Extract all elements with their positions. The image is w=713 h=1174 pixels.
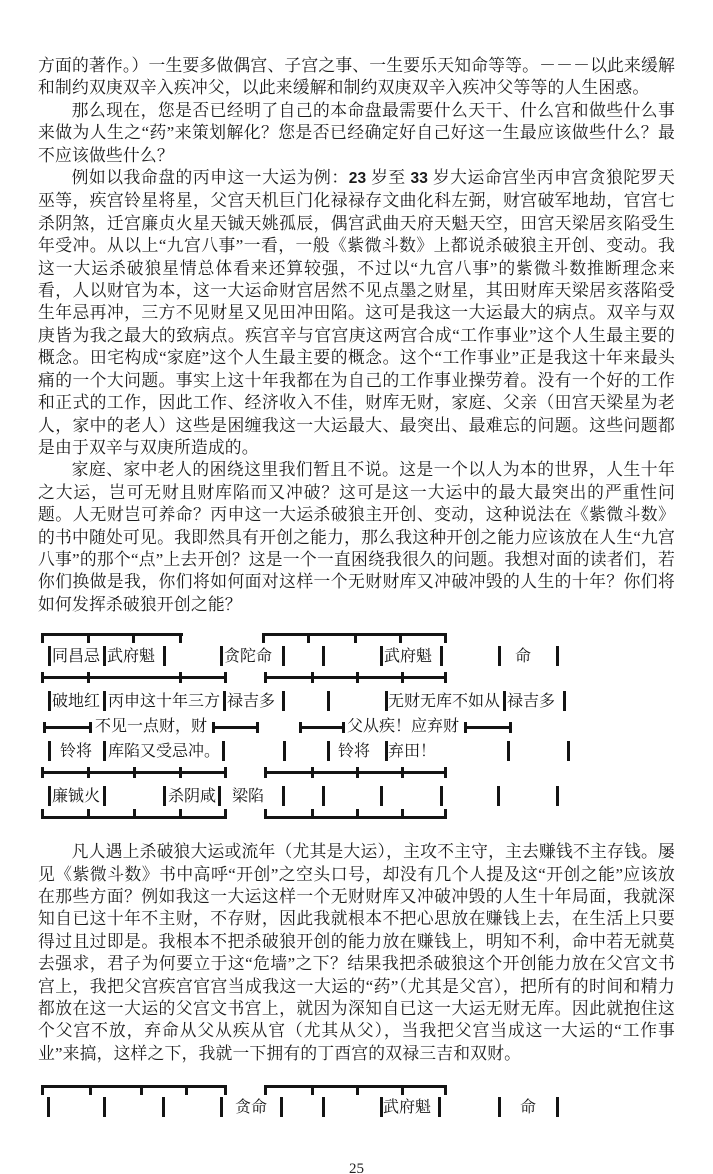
diagram-cell-divider	[322, 1097, 325, 1117]
diagram-tick	[87, 767, 90, 778]
text-run: 例如以我命盘的丙申这一大运为例：	[71, 168, 349, 188]
bold-text-run: 23	[348, 170, 367, 188]
diagram-cell-divider	[440, 646, 443, 666]
diagram-tick	[140, 1085, 143, 1095]
diagram-cell-divider	[47, 1097, 50, 1117]
diagram-cell-divider	[503, 691, 506, 711]
diagram-cell-divider	[327, 741, 330, 761]
diagram-cell-divider	[223, 691, 226, 711]
diagram-label: 命	[515, 648, 532, 666]
diagram-tick	[224, 672, 227, 683]
diagram-tick	[356, 809, 359, 819]
diagram-cell-divider	[498, 646, 501, 666]
text-run: 岁至	[366, 168, 411, 188]
diagram-label: 命	[520, 1099, 537, 1117]
diagram-cell-divider	[556, 1097, 559, 1117]
diagram-cell-divider	[282, 786, 285, 806]
diagram-tick	[224, 767, 227, 778]
diagram-tick	[401, 809, 404, 819]
diagram-cell-divider	[162, 1097, 165, 1117]
diagram-cell-divider	[322, 786, 325, 806]
diagram-line	[265, 771, 445, 774]
text-run: 方面的著作。）一生要多做偶宫、子宫之事、一生要乐天知命等等。－－－以此来缓解和制约双庚双辛入疾冲父，以此来缓解和制约双庚双辛入疾冲父等等的人生困惑。	[38, 56, 675, 98]
diagram-label: 梁陷	[232, 788, 265, 806]
palace-triad-diagram-2	[38, 1081, 675, 1131]
diagram-label: 禄吉多	[227, 693, 276, 711]
diagram-line	[465, 726, 510, 729]
diagram-label: 库陷又受忌冲。	[108, 743, 221, 761]
diagram-line	[213, 726, 257, 729]
text-run: 岁大运命宫坐丙申宫贪狼陀罗天巫等，疾宫铃星将星，父宫天机巨门化禄禄存文曲化科左弼，财宫破军地劫，官宫七杀阴煞，迁宫廉贞火星天铖天姚孤辰，偶宫武曲天府天魁天空，田宫天梁居亥陷受生年受冲。从以上“九宫八事”一看，一般《紫微斗数》上都说杀破狼主开创、变动。我这一大运杀破狼星情总体看来还算较强，不过以“九宫八事”的紫微斗数推断理念来看，人以财官为本，这一大运命财宫居然不见点墨之财星，其田财库天梁居亥落陷受生年忌再冲，三方不见财星又见田冲田陷。这可是我这一大运最大的病点。双辛与双庚皆为我之最大的致病点。疾宫辛与官宫庚这两宫合成“工作事业”这个人生最主要的概念。田宅构成“家庭”这个人生最主要的概念。这个“工作事业”正是我这十年来最头痛的一个大问题。事实上这十年我都在为自己的工作事业操劳着。没有一个好的工作和正式的工作，因此工作、经济收入不佳，财库无财，家庭、父亲（田宫天梁星为老人，家中的老人）这些是困缠我这一大运最大、最突出、最难忘的问题。这些问题都是由于双辛与双庚所造成的。	[38, 168, 675, 457]
diagram-tick	[41, 767, 44, 778]
diagram-cell-divider	[498, 1097, 501, 1117]
diagram-cell-divider	[507, 741, 510, 761]
diagram-cell-divider	[163, 786, 166, 806]
diagram-tick	[179, 633, 182, 643]
diagram-tick	[444, 767, 447, 778]
diagram-tick	[41, 809, 44, 819]
diagram-cell-divider	[327, 691, 330, 711]
diagram-tick	[444, 633, 447, 643]
diagram-line	[42, 676, 225, 679]
diagram-cell-divider	[497, 786, 500, 806]
diagram-cell-divider	[380, 786, 383, 806]
diagram-tick	[43, 722, 46, 733]
diagram-cell-divider	[218, 786, 221, 806]
diagram-cell-divider	[103, 646, 106, 666]
diagram-tick	[87, 672, 90, 683]
diagram-cell-divider	[282, 691, 285, 711]
diagram-cell-divider	[563, 691, 566, 711]
diagram-tick	[41, 672, 44, 683]
diagram-label: 不见一点财，财	[95, 718, 208, 736]
diagram-cell-divider	[48, 646, 51, 666]
diagram-tick	[264, 767, 267, 778]
diagram-tick	[311, 1085, 314, 1095]
diagram-label: 铃将	[60, 743, 93, 761]
diagram-cell-divider	[556, 646, 559, 666]
diagram-tick	[133, 767, 136, 778]
text-run: 那么现在，您是否已经明了自己的本命盘最需要什么天干、什么宫和做些什么事来做为人生之“药”来策划解化？您是否已经确定好自己好这一生最应该做些什么？最不应该做些什么？	[38, 100, 675, 165]
diagram-tick	[311, 809, 314, 819]
diagram-cell-divider	[438, 1097, 441, 1117]
text-run: 家庭、家中老人的困绕这里我们暂且不说。这是一个以人为本的世界，人生十年之大运，岂可无财且财库陷而又冲破？这可是这一大运中的最大最突出的严重性问题。人无财岂可养命？丙申这一大运杀破狼主开创、变动，这种说法在《紫微斗数》的书中随处可见。我即然具有开创之能力，那么我这种开创之能力应该放在人生“九宫八事”的那个“点”上去开创？这是一个一直困绕我很久的问题。我想对面的读者们，若你们换做是我，你们将如何面对这样一个无财财库又冲破冲毁的人生的十年？你们将如何发挥杀破狼开创之能？	[38, 460, 675, 614]
diagram-cell-divider	[103, 741, 106, 761]
diagram-cell-divider	[283, 741, 286, 761]
diagram-label: 贪陀命	[224, 648, 273, 666]
diagram-label: 同昌忌	[52, 648, 101, 666]
diagram-tick	[464, 722, 467, 733]
diagram-tick	[401, 672, 404, 683]
diagram-label: 武府魁	[107, 648, 156, 666]
diagram-cell-divider	[103, 1097, 106, 1117]
diagram-line	[265, 1085, 445, 1088]
paragraph-bingshen-dayun	[38, 167, 675, 459]
diagram-label: 贪命	[235, 1099, 268, 1117]
diagram-tick	[87, 633, 90, 643]
diagram-tick	[356, 767, 359, 778]
page-number: 25	[349, 1161, 364, 1174]
diagram-line	[265, 676, 445, 679]
diagram-label: 铃将	[338, 743, 371, 761]
diagram-tick	[264, 1085, 267, 1095]
diagram-tick	[401, 767, 404, 778]
diagram-cell-divider	[322, 646, 325, 666]
diagram-tick	[444, 672, 447, 683]
diagram-cell-divider	[48, 741, 51, 761]
diagram-tick	[262, 633, 265, 643]
diagram-tick	[264, 809, 267, 819]
diagram-tick	[356, 1085, 359, 1095]
diagram-tick	[89, 1085, 92, 1095]
diagram-tick	[264, 672, 267, 683]
diagram-cell-divider	[380, 646, 383, 666]
palace-triad-diagram-1	[38, 629, 675, 821]
diagram-tick	[256, 722, 259, 733]
paragraph-family-wealth	[38, 459, 675, 616]
diagram-tick	[179, 767, 182, 778]
diagram-cell-divider	[103, 691, 106, 711]
diagram-tick	[311, 672, 314, 683]
diagram-label: 父从疾！应弃财	[347, 718, 460, 736]
diagram-label: 武府魁	[384, 648, 433, 666]
diagram-tick	[212, 722, 215, 733]
diagram-tick	[179, 672, 182, 683]
diagram-tick	[185, 1085, 188, 1095]
diagram-label: 破地红	[52, 693, 101, 711]
diagram-cell-divider	[280, 1097, 283, 1117]
bold-text-run: 33	[410, 170, 429, 188]
diagram-line	[265, 816, 445, 819]
diagram-tick	[444, 809, 447, 819]
diagram-tick	[509, 722, 512, 733]
diagram-label: 禄吉多	[507, 693, 556, 711]
diagram-cell-divider	[556, 786, 559, 806]
diagram-label: 廉铖火	[52, 788, 101, 806]
diagram-cell-divider	[220, 646, 223, 666]
diagram-label: 弃田！	[388, 743, 437, 761]
diagram-tick	[299, 722, 302, 733]
diagram-label: 无财无库不如从	[388, 693, 501, 711]
diagram-line	[42, 633, 183, 636]
diagram-tick	[89, 722, 92, 733]
diagram-tick	[307, 633, 310, 643]
diagram-tick	[399, 633, 402, 643]
paragraph-shapolang-strategy	[38, 841, 675, 1065]
diagram-tick	[311, 767, 314, 778]
diagram-tick	[133, 809, 136, 819]
diagram-tick	[41, 1085, 44, 1095]
diagram-tick	[179, 809, 182, 819]
diagram-tick	[224, 809, 227, 819]
diagram-label: 杀阴咸	[168, 788, 217, 806]
diagram-tick	[87, 809, 90, 819]
diagram-line	[44, 726, 90, 729]
diagram-cell-divider	[567, 741, 570, 761]
diagram-cell-divider	[440, 786, 443, 806]
diagram-tick	[132, 633, 135, 643]
diagram-tick	[356, 672, 359, 683]
diagram-tick	[401, 1085, 404, 1095]
diagram-cell-divider	[282, 646, 285, 666]
diagram-tick	[224, 1085, 227, 1095]
diagram-tick	[41, 633, 44, 643]
diagram-cell-divider	[103, 786, 106, 806]
paragraph-question	[38, 100, 675, 167]
text-run: 凡人遇上杀破狼大运或流年（尤其是大运），主攻不主守，主去赚钱不主存钱。屡见《紫微斗数》书中高呼“开创”之空头口号，却没有几个人提及这“开创之能”应该放在那些方面？例如我这一大运这样一个无财财库又冲破冲毁的人生十年局面，我就深知自已这十年不主财，不存财，因此我就根本不把心思放在赚钱上去，在生活上只要得过且过即是。我根本不把杀破狼开创的能力放在赚钱上，明知不利，命中若无就莫去强求，君子为何要立于这“危墙”之下？结果我把杀破狼这个开创能力放在父宫文书宫上，我把父宫疾宫官宫当成我这一大运的“药”（尤其是父宫），把所有的时间和精力都放在这一大运的父宫文书宫上，就因为深知自已这一大运无财无库。因此就抱住这个父宫不放，弃命从父从疾从官（尤其从父），当我把父宫当成这一大运的“工作事业”来搞，这样之下，我就一下拥有的丁酉宫的双禄三吉和双财。	[38, 842, 675, 1063]
diagram-line	[42, 1085, 225, 1088]
diagram-line	[300, 726, 343, 729]
diagram-cell-divider	[48, 786, 51, 806]
diagram-label: 武府魁	[383, 1099, 432, 1117]
diagram-cell-divider	[48, 691, 51, 711]
diagram-cell-divider	[163, 646, 166, 666]
diagram-tick	[444, 1085, 447, 1095]
diagram-label: 丙申这十年三方	[108, 693, 221, 711]
diagram-cell-divider	[220, 1097, 223, 1117]
body-text	[38, 55, 675, 1174]
diagram-tick	[354, 633, 357, 643]
paragraph-continuation	[38, 55, 675, 100]
diagram-cell-divider	[222, 741, 225, 761]
diagram-tick	[342, 722, 345, 733]
